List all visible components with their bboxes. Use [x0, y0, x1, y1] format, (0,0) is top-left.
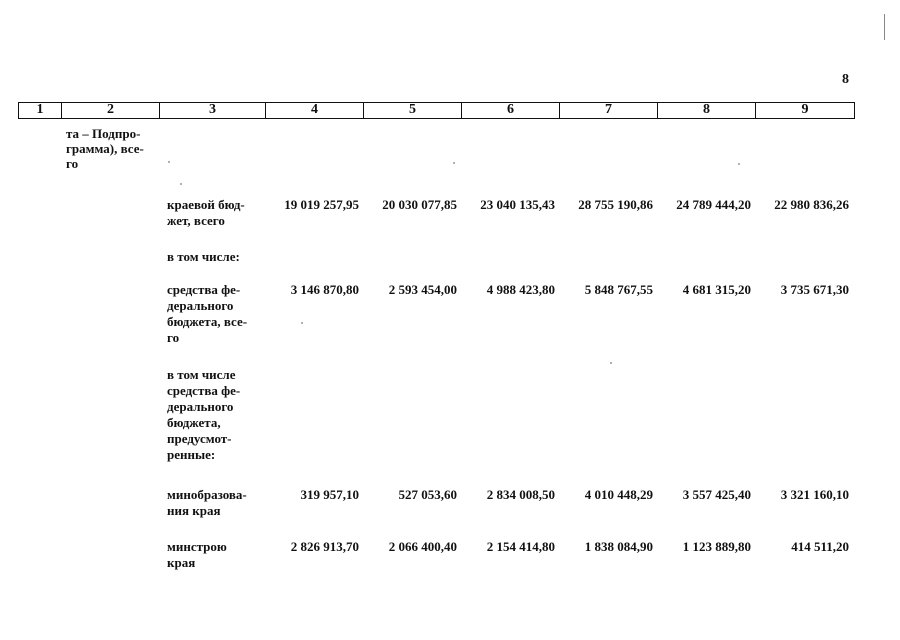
value-cell-col8: 4 681 315,20 [682, 282, 751, 297]
table-header-row [18, 102, 855, 119]
value-cell-col5: 2 066 400,40 [388, 539, 457, 554]
value-cell-col9: 414 511,20 [791, 539, 849, 554]
header-cell-5: 5 [364, 103, 462, 118]
row-label-line: минобразова- [167, 487, 247, 502]
value-cell-col9: 22 980 836,26 [774, 197, 849, 212]
row-label-line: ренные: [167, 447, 216, 462]
value-cell-col7: 5 848 767,55 [584, 282, 653, 297]
row-label-line: жет, всего [167, 213, 225, 228]
row-label-line: ния края [167, 503, 221, 518]
subprogram-name-line: та – Подпро- [66, 126, 141, 141]
row-label-line: средства фе- [167, 383, 241, 398]
row-label-line: дерального [167, 298, 234, 313]
row-label-line: бюджета, [167, 415, 221, 430]
scan-speck [453, 162, 455, 164]
row-label-line: в том числе [167, 367, 236, 382]
header-cell-4: 4 [266, 103, 364, 118]
value-cell-col6: 4 988 423,80 [486, 282, 555, 297]
subprogram-name-line: го [66, 156, 79, 171]
header-cell-9: 9 [801, 102, 809, 117]
row-label-line: в том числе: [167, 249, 240, 264]
value-cell-col9: 3 735 671,30 [780, 282, 849, 297]
row-label [167, 282, 261, 346]
value-cell-col4: 3 146 870,80 [290, 282, 359, 297]
row-label-line: края [167, 555, 196, 570]
value-cell-col8: 3 557 425,40 [682, 487, 751, 502]
value-cell-col9: 3 321 160,10 [780, 487, 849, 502]
subprogram-name-cell [66, 126, 146, 171]
row-label-line: минстрою [167, 539, 227, 554]
value-cell-col4: 2 826 913,70 [290, 539, 359, 554]
value-cell-col4: 19 019 257,95 [284, 197, 359, 212]
value-cell-col6: 2 834 008,50 [486, 487, 555, 502]
row-label-line: го [167, 330, 180, 345]
value-cell-col5: 527 053,60 [398, 487, 457, 502]
header-cell-7: 7 [560, 103, 658, 118]
value-cell-col6: 2 154 414,80 [486, 539, 555, 554]
scan-speck [168, 161, 170, 163]
row-label-line: дерального [167, 399, 234, 414]
page-number: 8 [842, 72, 849, 87]
value-cell-col8: 24 789 444,20 [676, 197, 751, 212]
value-cell-col5: 20 030 077,85 [382, 197, 457, 212]
value-cell-col7: 4 010 448,29 [584, 487, 653, 502]
header-cell-6: 6 [462, 103, 560, 118]
value-cell-col7: 1 838 084,90 [584, 539, 653, 554]
row-label [167, 487, 261, 519]
value-cell-col8: 1 123 889,80 [682, 539, 751, 554]
scan-speck [301, 322, 303, 324]
row-label [167, 539, 261, 571]
scan-speck [180, 183, 182, 185]
header-cell-1: 1 [19, 103, 62, 118]
row-label-line: краевой бюд- [167, 197, 245, 212]
subprogram-name-line: грамма), все- [66, 141, 144, 156]
value-cell-col5: 2 593 454,00 [388, 282, 457, 297]
header-cell-8: 8 [658, 103, 756, 118]
header-cell-2: 2 [62, 103, 160, 118]
scan-speck [738, 163, 740, 165]
value-cell-col7: 28 755 190,86 [578, 197, 653, 212]
value-cell-col6: 23 040 135,43 [480, 197, 555, 212]
header-cell-3: 3 [160, 103, 266, 118]
row-label-line: средства фе- [167, 282, 241, 297]
row-label [167, 197, 261, 229]
scan-edge-mark [884, 14, 885, 40]
row-label-line: бюджета, все- [167, 314, 248, 329]
row-label [167, 249, 261, 265]
value-cell-col4: 319 957,10 [300, 487, 359, 502]
row-label-line: предусмот- [167, 431, 232, 446]
scan-speck [610, 362, 612, 364]
row-label [167, 367, 261, 463]
